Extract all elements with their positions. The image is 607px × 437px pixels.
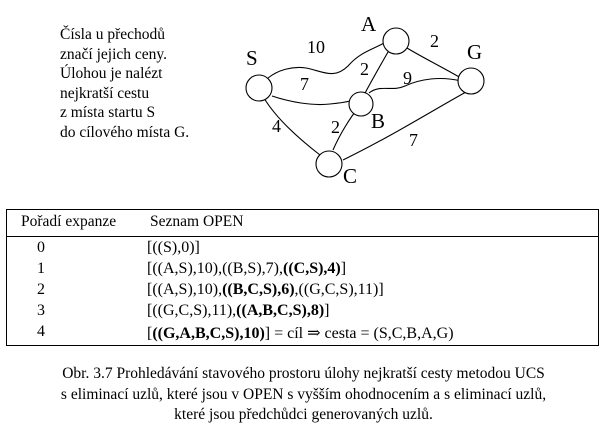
table-row	[7, 237, 598, 259]
open-list-text: [((A,S),10),((B,S),7),	[147, 260, 283, 277]
table-row	[7, 300, 598, 322]
edge-b-g	[369, 79, 461, 93]
edge-cost-s-a: 10	[307, 37, 325, 57]
edge-s-b	[272, 96, 350, 105]
table-row	[7, 258, 598, 280]
table-header	[7, 210, 598, 237]
caption-line: Obr. 3.7 Prohledávání stavového prostoru úlohy nejkratší cesty metodou UCS	[62, 365, 545, 382]
open-list-value	[147, 323, 454, 343]
intro-line: z místa startu S	[60, 104, 156, 121]
edge-cost-c-g: 7	[409, 130, 418, 150]
intro-line: nejkratší cestu	[60, 84, 150, 102]
open-list-text: [((G,C,S),11),	[147, 302, 237, 319]
open-list-text: ]	[340, 260, 347, 277]
node-label-s: S	[246, 46, 258, 70]
open-list-text: [	[147, 325, 153, 342]
open-list-selected-node: ((B,C,S),6)	[222, 281, 295, 298]
expansion-step: 0	[37, 239, 45, 256]
edge-cost-a-g: 2	[430, 31, 439, 51]
intro-line: do cílového místa G.	[60, 123, 190, 141]
node-g	[458, 68, 484, 94]
column-header-expansion-order: Pořadí expanze	[21, 213, 117, 230]
node-c	[316, 151, 342, 177]
edge-cost-c-b: 2	[331, 117, 340, 137]
edge-cost-s-b: 7	[300, 74, 309, 94]
open-list-value	[147, 302, 330, 320]
column-header-open-list: Seznam OPEN	[150, 213, 244, 230]
open-list-text: ] = cíl ⇒ cesta = (S,C,B,A,G)	[264, 325, 454, 342]
open-list-table	[6, 209, 599, 346]
open-list-selected-node: ((C,S),4)	[282, 260, 341, 277]
expansion-step: 4	[37, 323, 45, 340]
expansion-step: 1	[37, 260, 45, 277]
open-list-text: [((A,S),10),	[147, 281, 223, 298]
open-list-text: ]	[324, 302, 330, 319]
table-row	[7, 321, 598, 343]
table-row	[7, 279, 598, 301]
caption-line: s eliminací uzlů, které jsou v OPEN s vyšším ohodnocením a s eliminací uzlů,	[60, 385, 547, 403]
open-list-value	[147, 239, 200, 257]
figure-caption	[0, 364, 607, 426]
caption-line: které jsou předchůdci generovaných uzlů.	[174, 406, 433, 423]
open-list-value	[147, 260, 346, 278]
intro-line: Úlohou je nalézt	[60, 65, 163, 82]
edge-cost-s-c: 4	[272, 116, 281, 136]
open-list-selected-node: ((G,A,B,C,S),10)	[152, 325, 265, 342]
edge-a-g	[407, 48, 461, 78]
open-list-text: [((S),0)]	[147, 239, 200, 256]
intro-line: Čísla u přechodů	[60, 26, 166, 43]
node-label-b: B	[371, 109, 386, 133]
intro-line: značí jejich ceny.	[60, 45, 168, 63]
node-b	[349, 92, 373, 116]
open-list-value	[147, 281, 384, 299]
graph-diagram	[0, 0, 607, 210]
node-label-g: G	[467, 40, 483, 64]
expansion-step: 3	[37, 302, 45, 319]
node-s	[246, 75, 272, 101]
edge-cost-a-b: 2	[360, 59, 369, 79]
open-list-text: ,((G,C,S),11)]	[294, 281, 384, 298]
open-list-selected-node: ((A,B,C,S),8)	[236, 302, 325, 319]
node-label-a: A	[361, 12, 377, 36]
node-label-c: C	[343, 164, 358, 188]
node-a	[383, 28, 409, 54]
expansion-step: 2	[37, 281, 45, 298]
edge-cost-b-g: 9	[403, 68, 412, 88]
